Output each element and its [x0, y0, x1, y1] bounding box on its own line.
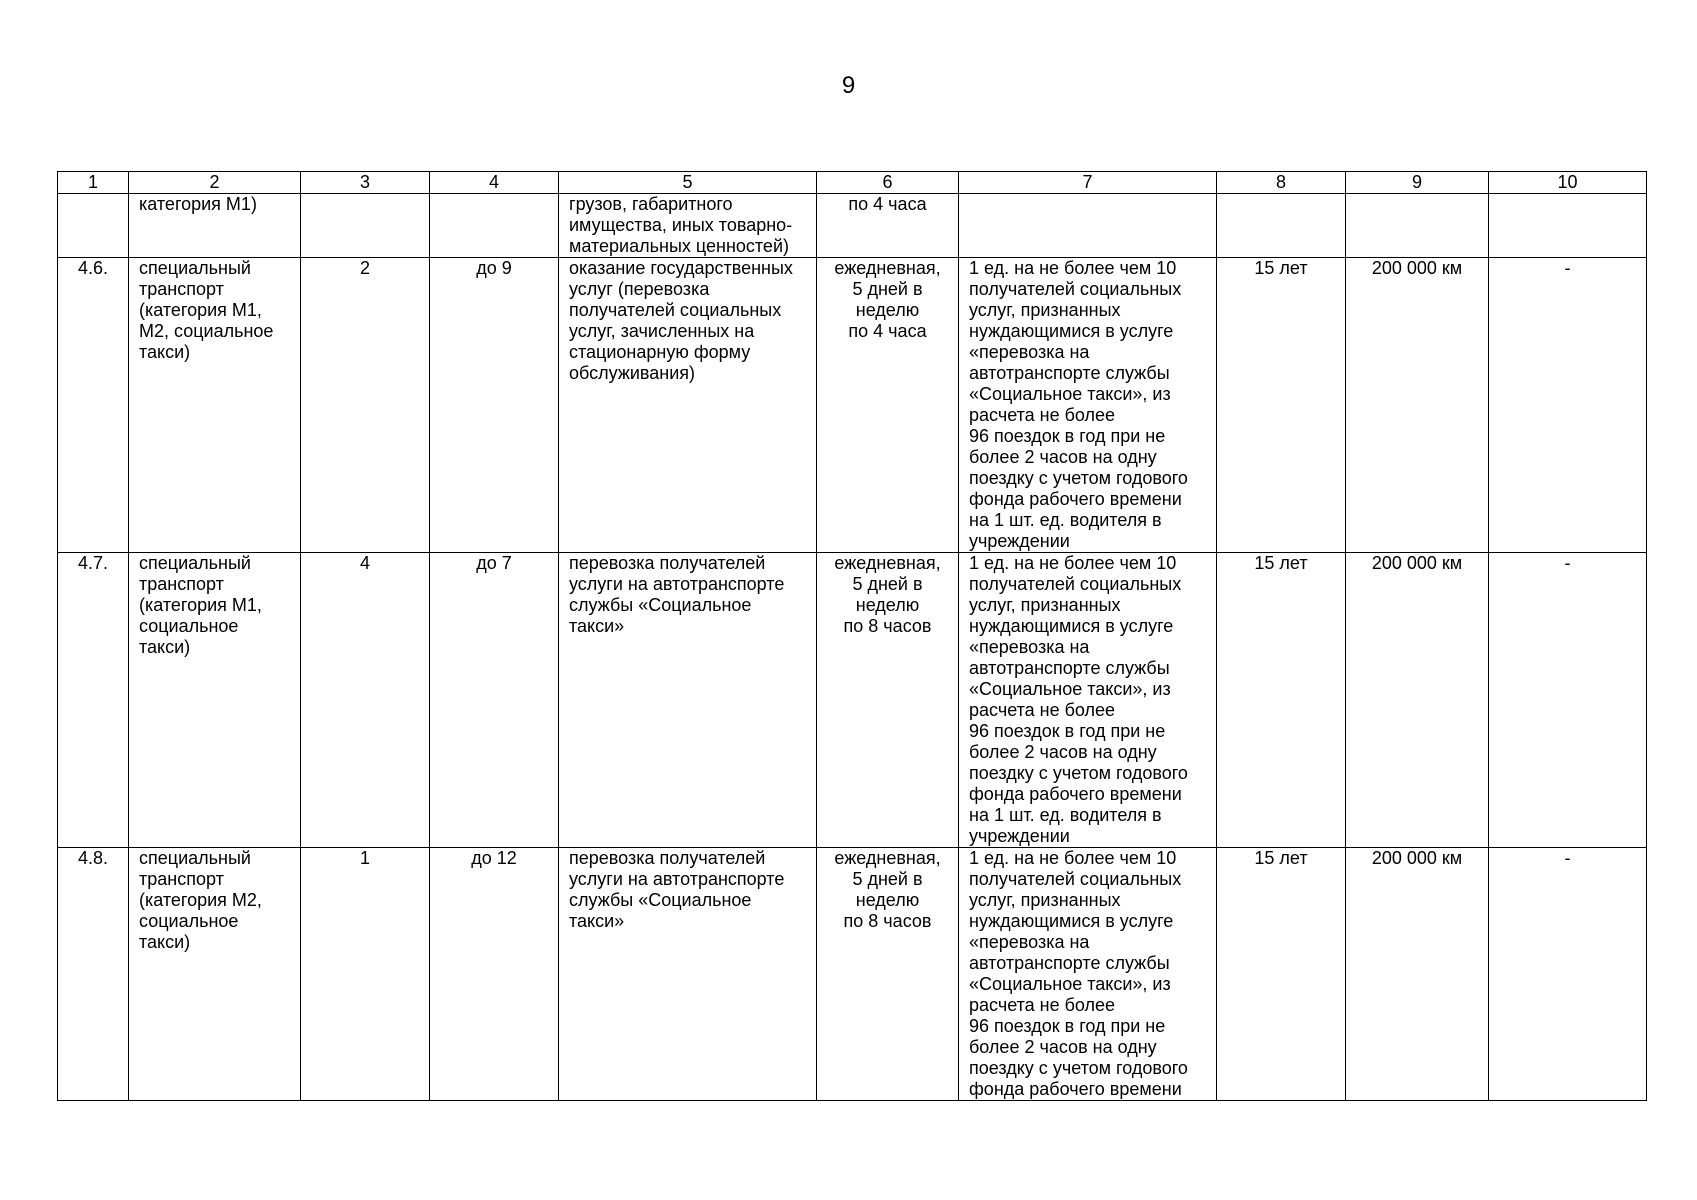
mileage-cell: [1346, 194, 1489, 258]
vehicle-type-cell: специальный транспорт (категория М2, социальное такси): [129, 848, 301, 1101]
table-header-row: [58, 172, 1647, 194]
capacity-cell: [430, 194, 559, 258]
vehicle-type-cell: специальный транспорт (категория М1, социальное такси): [129, 553, 301, 848]
norm-cell: 1 ед. на не более чем 10 получателей социальных услуг, признанных нуждающимися в услуге «перевозка на автотранспорте службы «Социальное такси», из расчета не более 96 поездок в год при не более 2 часов на одну поездку с учетом годового фонда рабочего времени на 1 шт. ед. водителя в учреждении: [959, 258, 1217, 553]
schedule-cell: ежедневная, 5 дней в неделю по 8 часов: [817, 553, 959, 848]
row-number-cell: 4.6.: [58, 258, 129, 553]
quantity-cell: 1: [301, 848, 430, 1101]
norm-cell: 1 ед. на не более чем 10 получателей социальных услуг, признанных нуждающимися в услуге «перевозка на автотранспорте службы «Социальное такси», из расчета не более 96 поездок в год при не более 2 часов на одну поездку с учетом годового фонда рабочего времени: [959, 848, 1217, 1101]
row-number-cell: 4.7.: [58, 553, 129, 848]
schedule-cell: ежедневная, 5 дней в неделю по 4 часа: [817, 258, 959, 553]
column-header: 8: [1217, 172, 1346, 194]
column-header: 4: [430, 172, 559, 194]
capacity-cell: до 7: [430, 553, 559, 848]
column-header: 6: [817, 172, 959, 194]
vehicle-type-cell: специальный транспорт (категория М1, М2, социальное такси): [129, 258, 301, 553]
norm-cell: [959, 194, 1217, 258]
mileage-cell: 200 000 км: [1346, 258, 1489, 553]
purpose-cell: перевозка получателей услуги на автотранспорте службы «Социальное такси»: [559, 553, 817, 848]
mileage-cell: 200 000 км: [1346, 553, 1489, 848]
service-life-cell: [1217, 194, 1346, 258]
table-row: [58, 848, 1647, 1101]
service-life-cell: 15 лет: [1217, 258, 1346, 553]
column-header: 9: [1346, 172, 1489, 194]
column-header: 7: [959, 172, 1217, 194]
column-header: 2: [129, 172, 301, 194]
column-header: 5: [559, 172, 817, 194]
table-row: [58, 194, 1647, 258]
purpose-cell: перевозка получателей услуги на автотранспорте службы «Социальное такси»: [559, 848, 817, 1101]
quantity-cell: 2: [301, 258, 430, 553]
purpose-cell: оказание государственных услуг (перевозка получателей социальных услуг, зачисленных на стационарную форму обслуживания): [559, 258, 817, 553]
quantity-cell: 4: [301, 553, 430, 848]
column-header: 1: [58, 172, 129, 194]
service-life-cell: 15 лет: [1217, 848, 1346, 1101]
quantity-cell: [301, 194, 430, 258]
page-number: 9: [841, 72, 856, 99]
note-cell: [1489, 194, 1647, 258]
mileage-cell: 200 000 км: [1346, 848, 1489, 1101]
note-cell: -: [1489, 848, 1647, 1101]
purpose-cell: грузов, габаритного имущества, иных товарно- материальных ценностей): [559, 194, 817, 258]
capacity-cell: до 12: [430, 848, 559, 1101]
note-cell: -: [1489, 258, 1647, 553]
note-cell: -: [1489, 553, 1647, 848]
table-row: [58, 258, 1647, 553]
table-row: [58, 553, 1647, 848]
row-number-cell: 4.8.: [58, 848, 129, 1101]
schedule-cell: ежедневная, 5 дней в неделю по 8 часов: [817, 848, 959, 1101]
column-header: 10: [1489, 172, 1647, 194]
data-table: [57, 171, 1647, 1101]
service-life-cell: 15 лет: [1217, 553, 1346, 848]
norm-cell: 1 ед. на не более чем 10 получателей социальных услуг, признанных нуждающимися в услуге «перевозка на автотранспорте службы «Социальное такси», из расчета не более 96 поездок в год при не более 2 часов на одну поездку с учетом годового фонда рабочего времени на 1 шт. ед. водителя в учреждении: [959, 553, 1217, 848]
schedule-cell: по 4 часа: [817, 194, 959, 258]
row-number-cell: [58, 194, 129, 258]
vehicle-type-cell: категория М1): [129, 194, 301, 258]
capacity-cell: до 9: [430, 258, 559, 553]
column-header: 3: [301, 172, 430, 194]
